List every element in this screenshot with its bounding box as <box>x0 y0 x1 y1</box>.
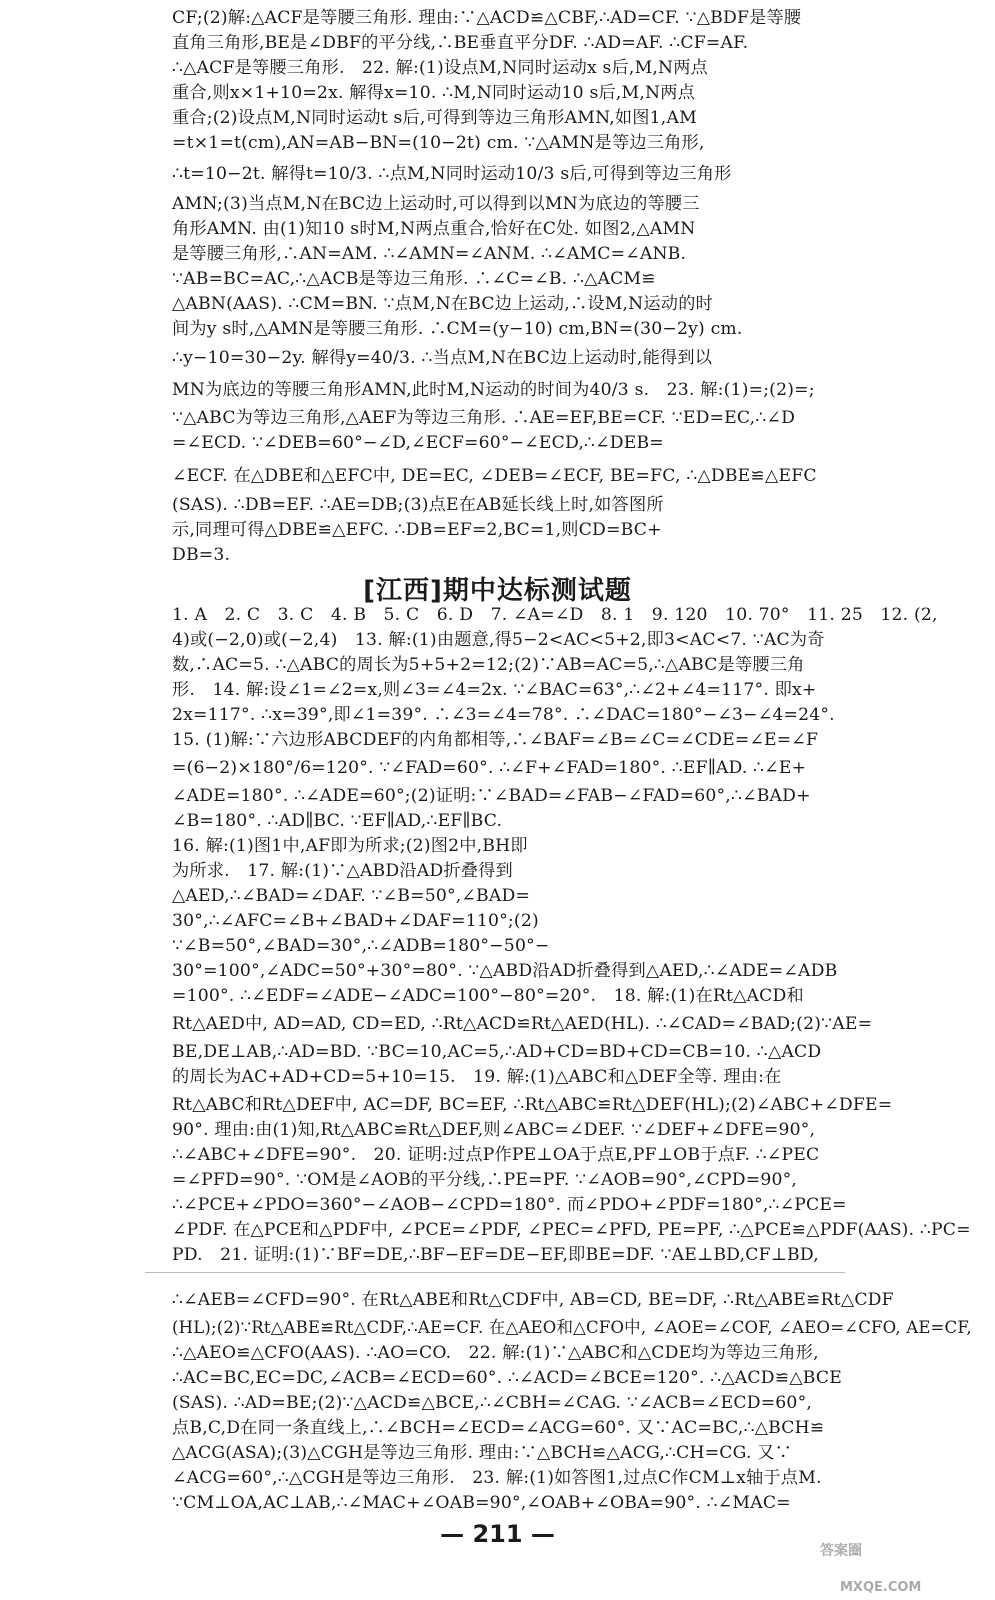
text-line: 30°,∴∠AFC=∠B+∠BAD+∠DAF=110°;(2) <box>172 911 539 931</box>
text-line: ∴△AEO≌△CFO(AAS). ∴AO=CO. 22. 解:(1)∵△ABC和△CDE均为等边三角形, <box>172 1343 819 1363</box>
text-line: ∴t=10−2t. 解得t=10/3. ∴点M,N同时运动10/3 s后,可得到等边三角形 <box>172 164 732 184</box>
page-number: — 211 — <box>440 1520 555 1548</box>
text-line: 示,同理可得△DBE≌△EFC. ∴DB=EF=2,BC=1,则CD=BC+ <box>172 520 662 540</box>
text-line: 30°=100°,∠ADC=50°+30°=80°. ∵△ABD沿AD折叠得到△AED,∴∠ADE=∠ADB <box>172 961 838 981</box>
text-line: 2x=117°. ∴x=39°,即∠1=39°. ∴∠3=∠4=78°. ∴∠DAC=180°−∠3−∠4=24°. <box>172 705 835 725</box>
text-line: ∴∠PCE+∠PDO=360°−∠AOB−∠CPD=180°. 而∠PDO+∠PDF=180°,∴∠PCE= <box>172 1195 847 1215</box>
text-line: ∠PDF. 在△PCE和△PDF中, ∠PCE=∠PDF, ∠PEC=∠PFD, PE=PF, ∴△PCE≌△PDF(AAS). ∴PC= <box>172 1220 971 1240</box>
text-line: (HL);(2)∵Rt△ABE≌Rt△CDF,∴AE=CF. 在△AEO和△CFO中, ∠AOE=∠COF, ∠AEO=∠CFO, AE=CF, <box>172 1318 972 1338</box>
watermark-site: MXQE.COM <box>840 1580 922 1595</box>
text-line: 15. (1)解:∵六边形ABCDEF的内角都相等,∴∠BAF=∠B=∠C=∠CDE=∠E=∠F <box>172 730 819 750</box>
text-line: 4)或(−2,0)或(−2,4) 13. 解:(1)由题意,得5−2<AC<5+2,即3<AC<7. ∵AC为奇 <box>172 630 825 650</box>
text-line: ∵∠B=50°,∠BAD=30°,∴∠ADB=180°−50°− <box>172 936 550 956</box>
text-line: DB=3. <box>172 545 231 565</box>
text-line: Rt△AED中, AD=AD, CD=ED, ∴Rt△ACD≌Rt△AED(HL). ∴∠CAD=∠BAD;(2)∵AE= <box>172 1014 873 1034</box>
text-line: 形. 14. 解:设∠1=∠2=x,则∠3=∠4=2x. ∵∠BAC=63°,∴∠2+∠4=117°. 即x+ <box>172 680 817 700</box>
text-line: △ACG(ASA);(3)△CGH是等边三角形. 理由:∵△BCH≌△ACG,∴CH=CG. 又∵ <box>172 1443 793 1463</box>
text-line: ∴y−10=30−2y. 解得y=40/3. ∴当点M,N在BC边上运动时,能得到以 <box>172 348 713 368</box>
divider <box>145 1272 845 1273</box>
text-line: =∠ECD. ∵∠DEB=60°−∠D,∠ECF=60°−∠ECD,∴∠DEB= <box>172 433 664 453</box>
text-line: AMN;(3)当点M,N在BC边上运动时,可以得到以MN为底边的等腰三 <box>172 194 700 214</box>
text-line: ∠B=180°. ∴AD∥BC. ∵EF∥AD,∴EF∥BC. <box>172 811 503 831</box>
text-line: 1. A 2. C 3. C 4. B 5. C 6. D 7. ∠A=∠D 8. 1 9. 120 10. 70° 11. 25 12. (2, <box>172 605 938 625</box>
text-line: 重合;(2)设点M,N同时运动t s后,可得到等边三角形AMN,如图1,AM <box>172 108 697 128</box>
text-line: ∴△ACF是等腰三角形. 22. 解:(1)设点M,N同时运动x s后,M,N两点 <box>172 58 709 78</box>
text-line: =(6−2)×180°/6=120°. ∵∠FAD=60°. ∴∠F+∠FAD=180°. ∴EF∥AD. ∴∠E+ <box>172 758 807 778</box>
text-line: 间为y s时,△AMN是等腰三角形. ∴CM=(y−10) cm,BN=(30−2y) cm. <box>172 319 743 339</box>
text-line: ∴∠AEB=∠CFD=90°. 在Rt△ABE和Rt△CDF中, AB=CD, BE=DF, ∴Rt△ABE≌Rt△CDF <box>172 1290 894 1310</box>
text-line: =∠PFD=90°. ∵OM是∠AOB的平分线,∴PE=PF. ∵∠AOB=90°,∠CPD=90°, <box>172 1170 798 1190</box>
text-line: 点B,C,D在同一条直线上,∴∠BCH=∠ECD=∠ACG=60°. 又∵AC=BC,∴△BCH≌ <box>172 1418 825 1438</box>
text-line: 90°. 理由:由(1)知,Rt△ABC≌Rt△DEF,则∠ABC=∠DEF. ∵∠DEF+∠DFE=90°, <box>172 1120 816 1140</box>
text-line: (SAS). ∴DB=EF. ∴AE=DB;(3)点E在AB延长线上时,如答图所 <box>172 495 664 515</box>
text-line: 的周长为AC+AD+CD=5+10=15. 19. 解:(1)△ABC和△DEF全等. 理由:在 <box>172 1067 782 1087</box>
text-line: ∠ACG=60°,∴△CGH是等边三角形. 23. 解:(1)如答图1,过点C作CM⊥x轴于点M. <box>172 1468 822 1488</box>
text-line: △AED,∴∠BAD=∠DAF. ∵∠B=50°,∠BAD= <box>172 886 531 906</box>
text-line: Rt△ABC和Rt△DEF中, AC=DF, BC=EF, ∴Rt△ABC≌Rt△DEF(HL);(2)∠ABC+∠DFE= <box>172 1095 893 1115</box>
text-line: =t×1=t(cm),AN=AB−BN=(10−2t) cm. ∵△AMN是等边三角形, <box>172 133 705 153</box>
text-line: ∵CM⊥OA,AC⊥AB,∴∠MAC+∠OAB=90°,∠OAB+∠OBA=90°. ∴∠MAC= <box>172 1493 791 1513</box>
text-line: 为所求. 17. 解:(1)∵△ABD沿AD折叠得到 <box>172 861 513 881</box>
text-line: 是等腰三角形,∴AN=AM. ∴∠AMN=∠ANM. ∴∠AMC=∠ANB. <box>172 244 687 264</box>
text-line: =100°. ∴∠EDF=∠ADE−∠ADC=100°−80°=20°. 18. 解:(1)在Rt△ACD和 <box>172 986 804 1006</box>
text-line: PD. 21. 证明:(1)∵BF=DE,∴BF−EF=DE−EF,即BE=DF. ∵AE⊥BD,CF⊥BD, <box>172 1245 819 1265</box>
text-line: CF;(2)解:△ACF是等腰三角形. 理由:∵△ACD≌△CBF,∴AD=CF. ∵△BDF是等腰 <box>172 8 802 28</box>
text-line: 数,∴AC=5. ∴△ABC的周长为5+5+2=12;(2)∵AB=AC=5,∴△ABC是等腰三角 <box>172 655 805 675</box>
section-title: [江西]期中达标测试题 <box>363 576 632 606</box>
text-line: ∠ADE=180°. ∴∠ADE=60°;(2)证明:∵∠BAD=∠FAB−∠FAD=60°,∴∠BAD+ <box>172 786 811 806</box>
text-line: 角形AMN. 由(1)知10 s时M,N两点重合,恰好在C处. 如图2,△AMN <box>172 219 696 239</box>
text-line: ∠ECF. 在△DBE和△EFC中, DE=EC, ∠DEB=∠ECF, BE=FC, ∴△DBE≌△EFC <box>172 466 817 486</box>
text-line: 直角三角形,BE是∠DBF的平分线,∴BE垂直平分DF. ∴AD=AF. ∴CF=AF. <box>172 33 749 53</box>
watermark-logo: 答案圈 <box>820 1543 862 1559</box>
text-line: 16. 解:(1)图1中,AF即为所求;(2)图2中,BH即 <box>172 836 528 856</box>
text-line: △ABN(AAS). ∴CM=BN. ∵点M,N在BC边上运动,∴设M,N运动的时 <box>172 294 713 314</box>
text-line: 重合,则x×1+10=2x. 解得x=10. ∴M,N同时运动10 s后,M,N两点 <box>172 83 696 103</box>
text-line: ∵AB=BC=AC,∴△ACB是等边三角形. ∴∠C=∠B. ∴△ACM≌ <box>172 269 656 289</box>
text-line: BE,DE⊥AB,∴AD=BD. ∵BC=10,AC=5,∴AD+CD=BD+CD=CB=10. ∴△ACD <box>172 1042 822 1062</box>
text-line: ∵△ABC为等边三角形,△AEF为等边三角形. ∴AE=EF,BE=CF. ∵ED=EC,∴∠D <box>172 408 796 428</box>
text-line: ∴∠ABC+∠DFE=90°. 20. 证明:过点P作PE⊥OA于点E,PF⊥OB于点F. ∴∠PEC <box>172 1145 820 1165</box>
text-line: (SAS). ∴AD=BE;(2)∵△ACD≌△BCE,∴∠CBH=∠CAG. ∵∠ACB=∠ECD=60°, <box>172 1393 813 1413</box>
text-line: ∴AC=BC,EC=DC,∠ACB=∠ECD=60°. ∴∠ACD=∠BCE=120°. ∴△ACD≌△BCE <box>172 1368 843 1388</box>
text-line: MN为底边的等腰三角形AMN,此时M,N运动的时间为40/3 s. 23. 解:(1)=;(2)=; <box>172 380 815 400</box>
